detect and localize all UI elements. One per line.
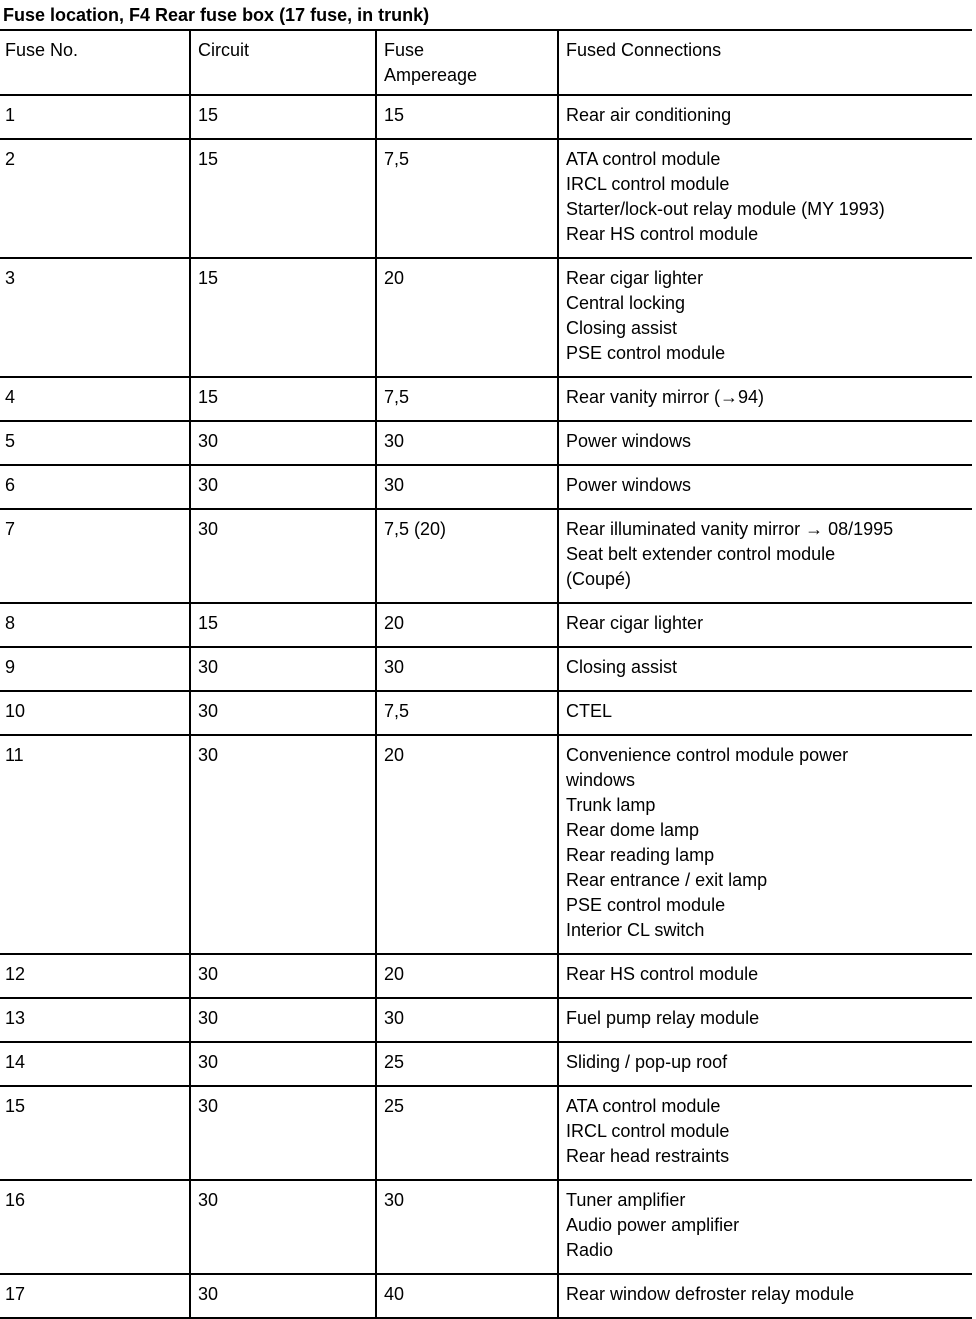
table-row	[0, 647, 972, 691]
fused-connections-cell	[558, 954, 972, 998]
connection-line: CTEL	[566, 701, 613, 721]
fuse-number-cell: 14	[0, 1042, 190, 1086]
fused-connections-cell	[558, 735, 972, 954]
connection-line: Rear HS control module	[566, 224, 759, 244]
connection-line: Closing assist	[566, 318, 678, 338]
header-fuse-no: Fuse No.	[0, 30, 190, 95]
fuse-number-cell: 1	[0, 95, 190, 139]
amperage-cell: 30	[376, 465, 558, 509]
connection-line: Rear cigar lighter	[566, 613, 704, 633]
fuse-table-body	[0, 95, 972, 1318]
connection-line: Rear entrance / exit lamp	[566, 870, 768, 890]
circuit-cell: 15	[190, 139, 376, 258]
connection-line: Rear HS control module	[566, 964, 759, 984]
fuse-number-cell: 7	[0, 509, 190, 603]
circuit-cell: 30	[190, 735, 376, 954]
fused-connections-cell	[558, 998, 972, 1042]
circuit-cell: 30	[190, 421, 376, 465]
table-row	[0, 998, 972, 1042]
table-row	[0, 465, 972, 509]
connection-line: Rear head restraints	[566, 1146, 730, 1166]
table-row	[0, 1086, 972, 1180]
amperage-cell: 7,5	[376, 377, 558, 421]
fuse-number-cell: 13	[0, 998, 190, 1042]
fused-connections-cell	[558, 1086, 972, 1180]
circuit-cell: 30	[190, 998, 376, 1042]
fuse-number-cell: 10	[0, 691, 190, 735]
fuse-table	[0, 29, 972, 1319]
amperage-cell: 30	[376, 647, 558, 691]
table-row	[0, 1042, 972, 1086]
connection-line: IRCL control module	[566, 174, 730, 194]
amperage-cell: 30	[376, 998, 558, 1042]
fused-connections-cell	[558, 1274, 972, 1318]
table-row	[0, 735, 972, 954]
circuit-cell: 15	[190, 258, 376, 377]
table-row	[0, 95, 972, 139]
connection-line: ATA control module	[566, 149, 721, 169]
fuse-number-cell: 15	[0, 1086, 190, 1180]
connection-line: ATA control module	[566, 1096, 721, 1116]
connection-line: Rear reading lamp	[566, 845, 715, 865]
amperage-cell: 20	[376, 735, 558, 954]
connection-line: Rear cigar lighter	[566, 268, 704, 288]
amperage-cell: 7,5 (20)	[376, 509, 558, 603]
fused-connections-cell	[558, 1042, 972, 1086]
fused-connections-cell	[558, 377, 972, 421]
fused-connections-cell	[558, 603, 972, 647]
fused-connections-cell	[558, 647, 972, 691]
fuse-number-cell: 4	[0, 377, 190, 421]
connection-line: Rear illuminated vanity mirror → 08/1995	[566, 519, 894, 539]
circuit-cell: 30	[190, 1274, 376, 1318]
connection-line: PSE control module	[566, 343, 726, 363]
connection-line: IRCL control module	[566, 1121, 730, 1141]
table-row	[0, 1180, 972, 1274]
table-header-row	[0, 30, 972, 95]
connection-line: Audio power amplifier	[566, 1215, 740, 1235]
circuit-cell: 30	[190, 647, 376, 691]
table-row	[0, 1274, 972, 1318]
amperage-cell: 25	[376, 1086, 558, 1180]
fuse-number-cell: 3	[0, 258, 190, 377]
fused-connections-cell	[558, 258, 972, 377]
header-fuse-amperage-line2: Ampereage	[384, 65, 478, 85]
connection-line: PSE control module	[566, 895, 726, 915]
circuit-cell: 30	[190, 1086, 376, 1180]
amperage-cell: 30	[376, 421, 558, 465]
connection-line: Tuner amplifier	[566, 1190, 686, 1210]
amperage-cell: 15	[376, 95, 558, 139]
amperage-cell: 7,5	[376, 139, 558, 258]
circuit-cell: 30	[190, 691, 376, 735]
table-row	[0, 258, 972, 377]
table-row	[0, 954, 972, 998]
amperage-cell: 20	[376, 603, 558, 647]
connection-line: Rear window defroster relay module	[566, 1284, 855, 1304]
connection-line: Central locking	[566, 293, 686, 313]
fuse-number-cell: 16	[0, 1180, 190, 1274]
fuse-number-cell: 11	[0, 735, 190, 954]
table-row	[0, 421, 972, 465]
fuse-number-cell: 5	[0, 421, 190, 465]
table-row	[0, 691, 972, 735]
connection-line: Closing assist	[566, 657, 678, 677]
table-row	[0, 139, 972, 258]
connection-line: (Coupé)	[566, 569, 632, 589]
connection-line: Rear vanity mirror (→94)	[566, 387, 765, 407]
connection-line: Rear dome lamp	[566, 820, 700, 840]
circuit-cell: 15	[190, 95, 376, 139]
circuit-cell: 30	[190, 1180, 376, 1274]
connection-line: Sliding / pop-up roof	[566, 1052, 728, 1072]
amperage-cell: 40	[376, 1274, 558, 1318]
fused-connections-cell	[558, 421, 972, 465]
fuse-number-cell: 9	[0, 647, 190, 691]
connection-line: windows	[566, 770, 636, 790]
fuse-number-cell: 6	[0, 465, 190, 509]
circuit-cell: 30	[190, 1042, 376, 1086]
circuit-cell: 15	[190, 603, 376, 647]
fuse-number-cell: 2	[0, 139, 190, 258]
fused-connections-cell	[558, 691, 972, 735]
connection-line: Seat belt extender control module	[566, 544, 836, 564]
fuse-number-cell: 12	[0, 954, 190, 998]
connection-line: Power windows	[566, 431, 692, 451]
fused-connections-cell	[558, 95, 972, 139]
connection-line: Rear air conditioning	[566, 105, 732, 125]
circuit-cell: 30	[190, 954, 376, 998]
header-fuse-amperage-line1: Fuse	[384, 40, 425, 60]
fuse-number-cell: 8	[0, 603, 190, 647]
connection-line: Fuel pump relay module	[566, 1008, 760, 1028]
circuit-cell: 30	[190, 509, 376, 603]
header-circuit: Circuit	[190, 30, 376, 95]
amperage-cell: 20	[376, 954, 558, 998]
connection-line: Convenience control module power	[566, 745, 849, 765]
table-row	[0, 377, 972, 421]
page-title: Fuse location, F4 Rear fuse box (17 fuse, in trunk)	[3, 5, 430, 25]
amperage-cell: 7,5	[376, 691, 558, 735]
connection-line: Radio	[566, 1240, 614, 1260]
fused-connections-cell	[558, 509, 972, 603]
table-row	[0, 603, 972, 647]
circuit-cell: 15	[190, 377, 376, 421]
header-fuse-amperage	[376, 30, 558, 95]
connection-line: Interior CL switch	[566, 920, 705, 940]
amperage-cell: 25	[376, 1042, 558, 1086]
connection-line: Trunk lamp	[566, 795, 656, 815]
circuit-cell: 30	[190, 465, 376, 509]
header-fused-connections: Fused Connections	[558, 30, 972, 95]
table-row	[0, 509, 972, 603]
amperage-cell: 20	[376, 258, 558, 377]
amperage-cell: 30	[376, 1180, 558, 1274]
fuse-number-cell: 17	[0, 1274, 190, 1318]
connection-line: Starter/lock-out relay module (MY 1993)	[566, 199, 885, 219]
connection-line: Power windows	[566, 475, 692, 495]
fused-connections-cell	[558, 139, 972, 258]
fused-connections-cell	[558, 465, 972, 509]
fused-connections-cell	[558, 1180, 972, 1274]
